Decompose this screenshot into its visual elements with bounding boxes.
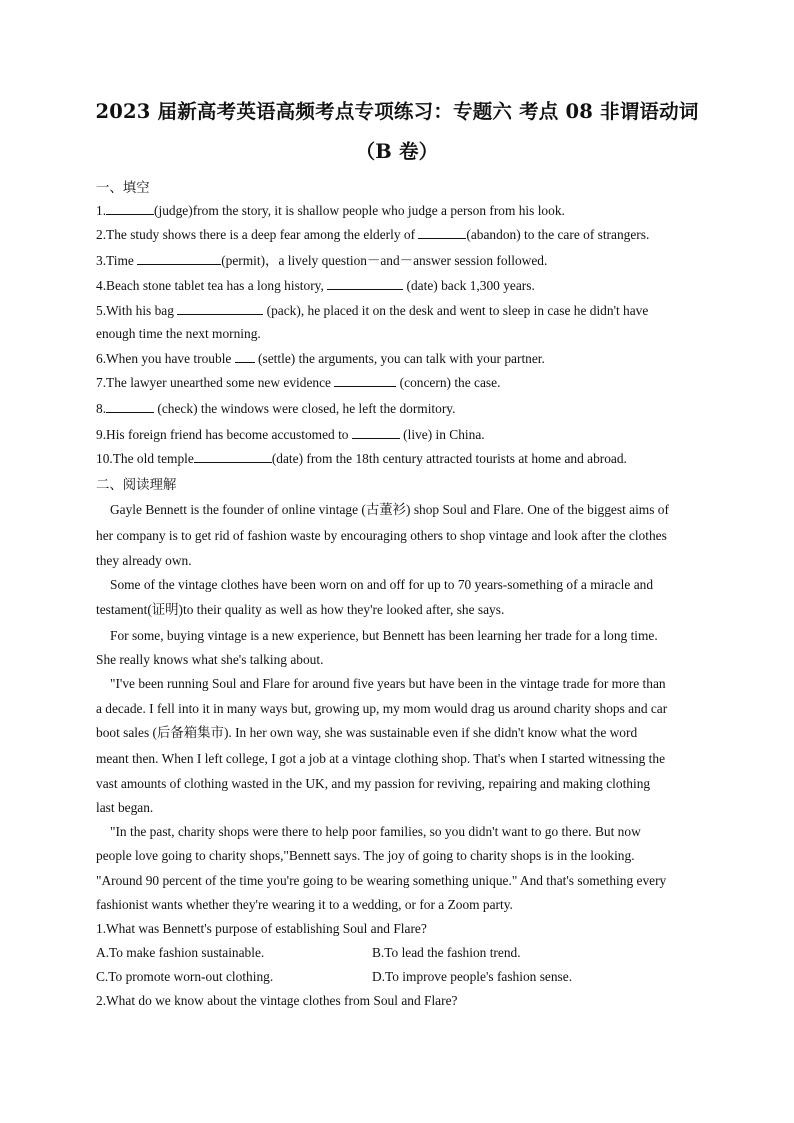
- q9-text-pre: 9.His foreign friend has become accustomed to: [96, 427, 352, 442]
- fill-question-6: [96, 350, 545, 367]
- passage-line: they already own.: [96, 553, 192, 568]
- passage-line: She really knows what she's talking about.: [96, 652, 324, 667]
- q4-text-pre: 4.Beach stone tablet tea has a long history,: [96, 278, 328, 293]
- q9-text-post: (live) in China.: [399, 427, 485, 442]
- answer-blank[interactable]: [137, 252, 221, 265]
- q4-text-post: (date) back 1,300 years.: [403, 278, 535, 293]
- passage-line: last began.: [96, 800, 154, 815]
- question-1-stem: 1.What was Bennett's purpose of establishing Soul and Flare?: [96, 921, 427, 936]
- passage-line: "I've been running Soul and Flare for around five years but have been in the vintage trade for more than: [110, 676, 666, 691]
- q8-text-pre: 8.: [96, 401, 107, 416]
- fill-question-5: [96, 302, 648, 319]
- page-subtitle: （B 卷）: [355, 140, 439, 163]
- fill-question-4: [96, 277, 535, 294]
- passage-line: fashionist wants whether they're wearing it to a wedding, or for a Zoom party.: [96, 897, 513, 912]
- answer-blank[interactable]: [106, 400, 154, 413]
- q5-text-post: (pack), he placed it on the desk and went to sleep in case he didn't have: [263, 303, 649, 318]
- passage-line: her company is to get rid of fashion waste by encouraging others to shop vintage and look after the clothes: [96, 528, 667, 543]
- passage-line: boot sales (后备箱集市). In her own way, she was sustainable even if she didn't know what the word: [96, 725, 638, 740]
- section-fill-heading: 一、填空: [96, 181, 150, 196]
- q10-text-pre: 10.The old temple: [96, 451, 194, 466]
- page-title: 2023 届新高考英语高频考点专项练习：专题六 考点 08 非谓语动词: [95, 100, 699, 123]
- question-2-stem: 2.What do we know about the vintage clothes from Soul and Flare?: [96, 993, 458, 1008]
- q10-text-post: (date) from the 18th century attracted tourists at home and abroad.: [271, 451, 627, 466]
- q6-text-post: (settle) the arguments, you can talk with your partner.: [254, 351, 545, 366]
- q5-text-pre: 5.With his bag: [96, 303, 178, 318]
- passage-line: a decade. I fell into it in many ways but, growing up, my mom would drag us around charity shops and car: [96, 701, 668, 716]
- fill-question-2: [96, 226, 649, 243]
- passage-line: vast amounts of clothing wasted in the UK, and my passion for reviving, repairing and making clothing: [96, 776, 651, 791]
- q3-text-pre: 3.Time: [96, 253, 138, 268]
- passage-line: For some, buying vintage is a new experience, but Bennett has been learning her trade for a long time.: [110, 628, 658, 643]
- passage-line: "In the past, charity shops were there to help poor families, so you didn't want to go there. But now: [110, 824, 641, 839]
- answer-blank[interactable]: [194, 450, 272, 463]
- question-1-option-c[interactable]: C.To promote worn-out clothing.: [96, 969, 274, 984]
- q7-text-post: (concern) the case.: [396, 375, 501, 390]
- fill-question-7: [96, 374, 500, 391]
- fill-question-8: [96, 400, 455, 417]
- q8-text-post: (check) the windows were closed, he left the dormitory.: [154, 401, 456, 416]
- fill-question-3: [96, 252, 547, 269]
- fill-question-5-continuation: enough time the next morning.: [96, 326, 261, 341]
- question-1-option-a[interactable]: A.To make fashion sustainable.: [96, 945, 265, 960]
- q2-text-pre: 2.The study shows there is a deep fear among the elderly of: [96, 227, 419, 242]
- fill-question-10: [96, 450, 627, 467]
- question-1-option-b[interactable]: B.To lead the fashion trend.: [372, 945, 521, 960]
- section-reading-heading: 二、阅读理解: [96, 478, 177, 493]
- passage-line: people love going to charity shops,"Bennett says. The joy of going to charity shops is in the looking.: [96, 848, 635, 863]
- q3-text-post: (permit)，a lively question－and－answer session followed.: [221, 253, 548, 268]
- q2-text-post: (abandon) to the care of strangers.: [466, 227, 650, 242]
- answer-blank[interactable]: [327, 277, 403, 290]
- passage-line: meant then. When I left college, I got a job at a vintage clothing shop. That's when I started witnessing the: [96, 751, 666, 766]
- passage-line: testament(证明)to their quality as well as how they're looked after, she says.: [96, 602, 505, 617]
- passage-line: "Around 90 percent of the time you're going to be wearing something unique." And that's something every: [96, 873, 667, 888]
- q1-text: (judge)from the story, it is shallow people who judge a person from his look.: [154, 203, 565, 218]
- fill-question-9: [96, 426, 485, 443]
- answer-blank[interactable]: [352, 426, 400, 439]
- q1-number: 1.: [96, 203, 107, 218]
- answer-blank[interactable]: [418, 226, 466, 239]
- passage-line: Gayle Bennett is the founder of online vintage (古董衫) shop Soul and Flare. One of the biggest aims of: [110, 502, 669, 517]
- answer-blank[interactable]: [177, 302, 263, 315]
- question-1-option-d[interactable]: D.To improve people's fashion sense.: [372, 969, 573, 984]
- q6-text-pre: 6.When you have trouble: [96, 351, 235, 366]
- fill-question-1: [96, 202, 565, 219]
- answer-blank[interactable]: [235, 350, 255, 363]
- answer-blank[interactable]: [334, 374, 396, 387]
- q7-text-pre: 7.The lawyer unearthed some new evidence: [96, 375, 335, 390]
- answer-blank[interactable]: [106, 202, 154, 215]
- passage-line: Some of the vintage clothes have been worn on and off for up to 70 years-something of a miracle and: [110, 577, 654, 592]
